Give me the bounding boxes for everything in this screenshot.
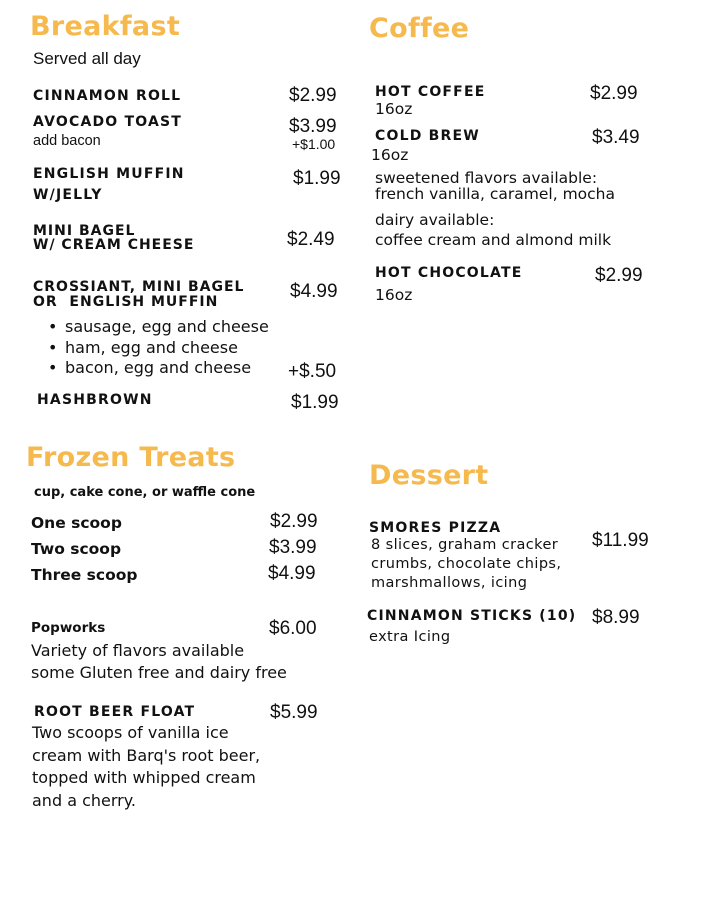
- hot-coffee-name: HOT COFFEE: [375, 84, 486, 100]
- avocado-toast-note: add bacon: [33, 133, 101, 149]
- hashbrown-name: HASHBROWN: [37, 392, 153, 408]
- hot-chocolate-name: HOT CHOCOLATE: [375, 265, 523, 281]
- sandwich-option: • ham, egg and cheese: [47, 338, 269, 359]
- mini-bagel-name-line2: W/ CREAM CHEESE: [33, 237, 195, 253]
- flavors-list: french vanilla, caramel, mocha: [375, 185, 616, 203]
- flavors-label: sweetened flavors available:: [375, 169, 598, 187]
- avocado-toast-name: AVOCADO TOAST: [33, 114, 183, 130]
- hot-coffee-size: 16oz: [375, 100, 413, 118]
- root-beer-float-name: ROOT BEER FLOAT: [34, 704, 196, 720]
- dairy-list: coffee cream and almond milk: [375, 231, 612, 249]
- hot-coffee-price: $2.99: [590, 83, 638, 104]
- smores-pizza-price: $11.99: [592, 530, 649, 551]
- cold-brew-price: $3.49: [592, 127, 640, 148]
- two-scoop-name: Two scoop: [31, 540, 122, 558]
- smores-pizza-desc-line: 8 slices, graham cracker: [371, 537, 559, 553]
- root-beer-float-desc-line: and a cherry.: [32, 790, 137, 810]
- english-muffin-name-line1: ENGLISH MUFFIN: [33, 166, 185, 182]
- popworks-desc-line2: some Gluten free and dairy free: [31, 663, 287, 682]
- one-scoop-price: $2.99: [270, 511, 318, 532]
- popworks-desc-line1: Variety of flavors available: [31, 641, 245, 660]
- sandwich-option: • sausage, egg and cheese: [47, 317, 269, 338]
- smores-pizza-desc: [371, 536, 561, 593]
- root-beer-float-desc-line: Two scoops of vanilla ice: [32, 723, 229, 742]
- dairy-label: dairy available:: [375, 211, 495, 229]
- smores-pizza-desc-line: crumbs, chocolate chips,: [371, 556, 562, 572]
- one-scoop-name: One scoop: [31, 514, 122, 532]
- sandwich-price: $4.99: [290, 281, 338, 302]
- smores-pizza-name: SMORES PIZZA: [369, 520, 502, 536]
- cinnamon-roll-name: CINNAMON ROLL: [33, 88, 182, 104]
- frozen-treats-heading: Frozen Treats: [26, 442, 236, 473]
- root-beer-float-desc-line: topped with whipped cream: [32, 768, 256, 787]
- avocado-toast-price: $3.99: [289, 116, 337, 137]
- english-muffin-name-line2: W/JELLY: [33, 187, 103, 203]
- sandwich-option: • bacon, egg and cheese: [47, 358, 269, 379]
- cinnamon-sticks-note: extra Icing: [369, 629, 451, 645]
- cold-brew-size: 16oz: [371, 146, 409, 164]
- cinnamon-sticks-name: CINNAMON STICKS (10): [367, 608, 577, 624]
- bacon-upcharge-price: +$.50: [288, 361, 337, 382]
- three-scoop-name: Three scoop: [31, 566, 138, 584]
- sandwich-options-list: [47, 317, 269, 379]
- mini-bagel-name-line1: MINI BAGEL: [33, 223, 136, 239]
- root-beer-float-desc-line: cream with Barq's root beer,: [32, 745, 261, 765]
- cinnamon-sticks-price: $8.99: [592, 607, 640, 628]
- coffee-heading: Coffee: [369, 13, 470, 44]
- sandwich-name-line2: OR ENGLISH MUFFIN: [33, 294, 219, 310]
- three-scoop-price: $4.99: [268, 563, 316, 584]
- root-beer-float-price: $5.99: [270, 702, 318, 723]
- sandwich-name-line1: CROSSIANT, MINI BAGEL: [33, 279, 245, 295]
- popworks-price: $6.00: [269, 618, 317, 639]
- breakfast-subtitle: Served all day: [33, 49, 141, 68]
- english-muffin-price: $1.99: [293, 168, 341, 189]
- cold-brew-name: COLD BREW: [375, 128, 480, 144]
- mini-bagel-price: $2.49: [287, 229, 335, 250]
- popworks-name: Popworks: [31, 620, 106, 636]
- hot-chocolate-size: 16oz: [375, 286, 413, 304]
- bacon-addon-price: +$1.00: [292, 136, 336, 152]
- breakfast-heading: Breakfast: [30, 11, 181, 42]
- root-beer-float-desc: [32, 722, 260, 812]
- hot-chocolate-price: $2.99: [595, 265, 643, 286]
- hashbrown-price: $1.99: [291, 392, 339, 413]
- dessert-heading: Dessert: [369, 460, 489, 491]
- frozen-subtitle: cup, cake cone, or waffle cone: [34, 485, 256, 500]
- smores-pizza-desc-line: marshmallows, icing: [371, 575, 528, 591]
- cinnamon-roll-price: $2.99: [289, 85, 337, 106]
- two-scoop-price: $3.99: [269, 537, 317, 558]
